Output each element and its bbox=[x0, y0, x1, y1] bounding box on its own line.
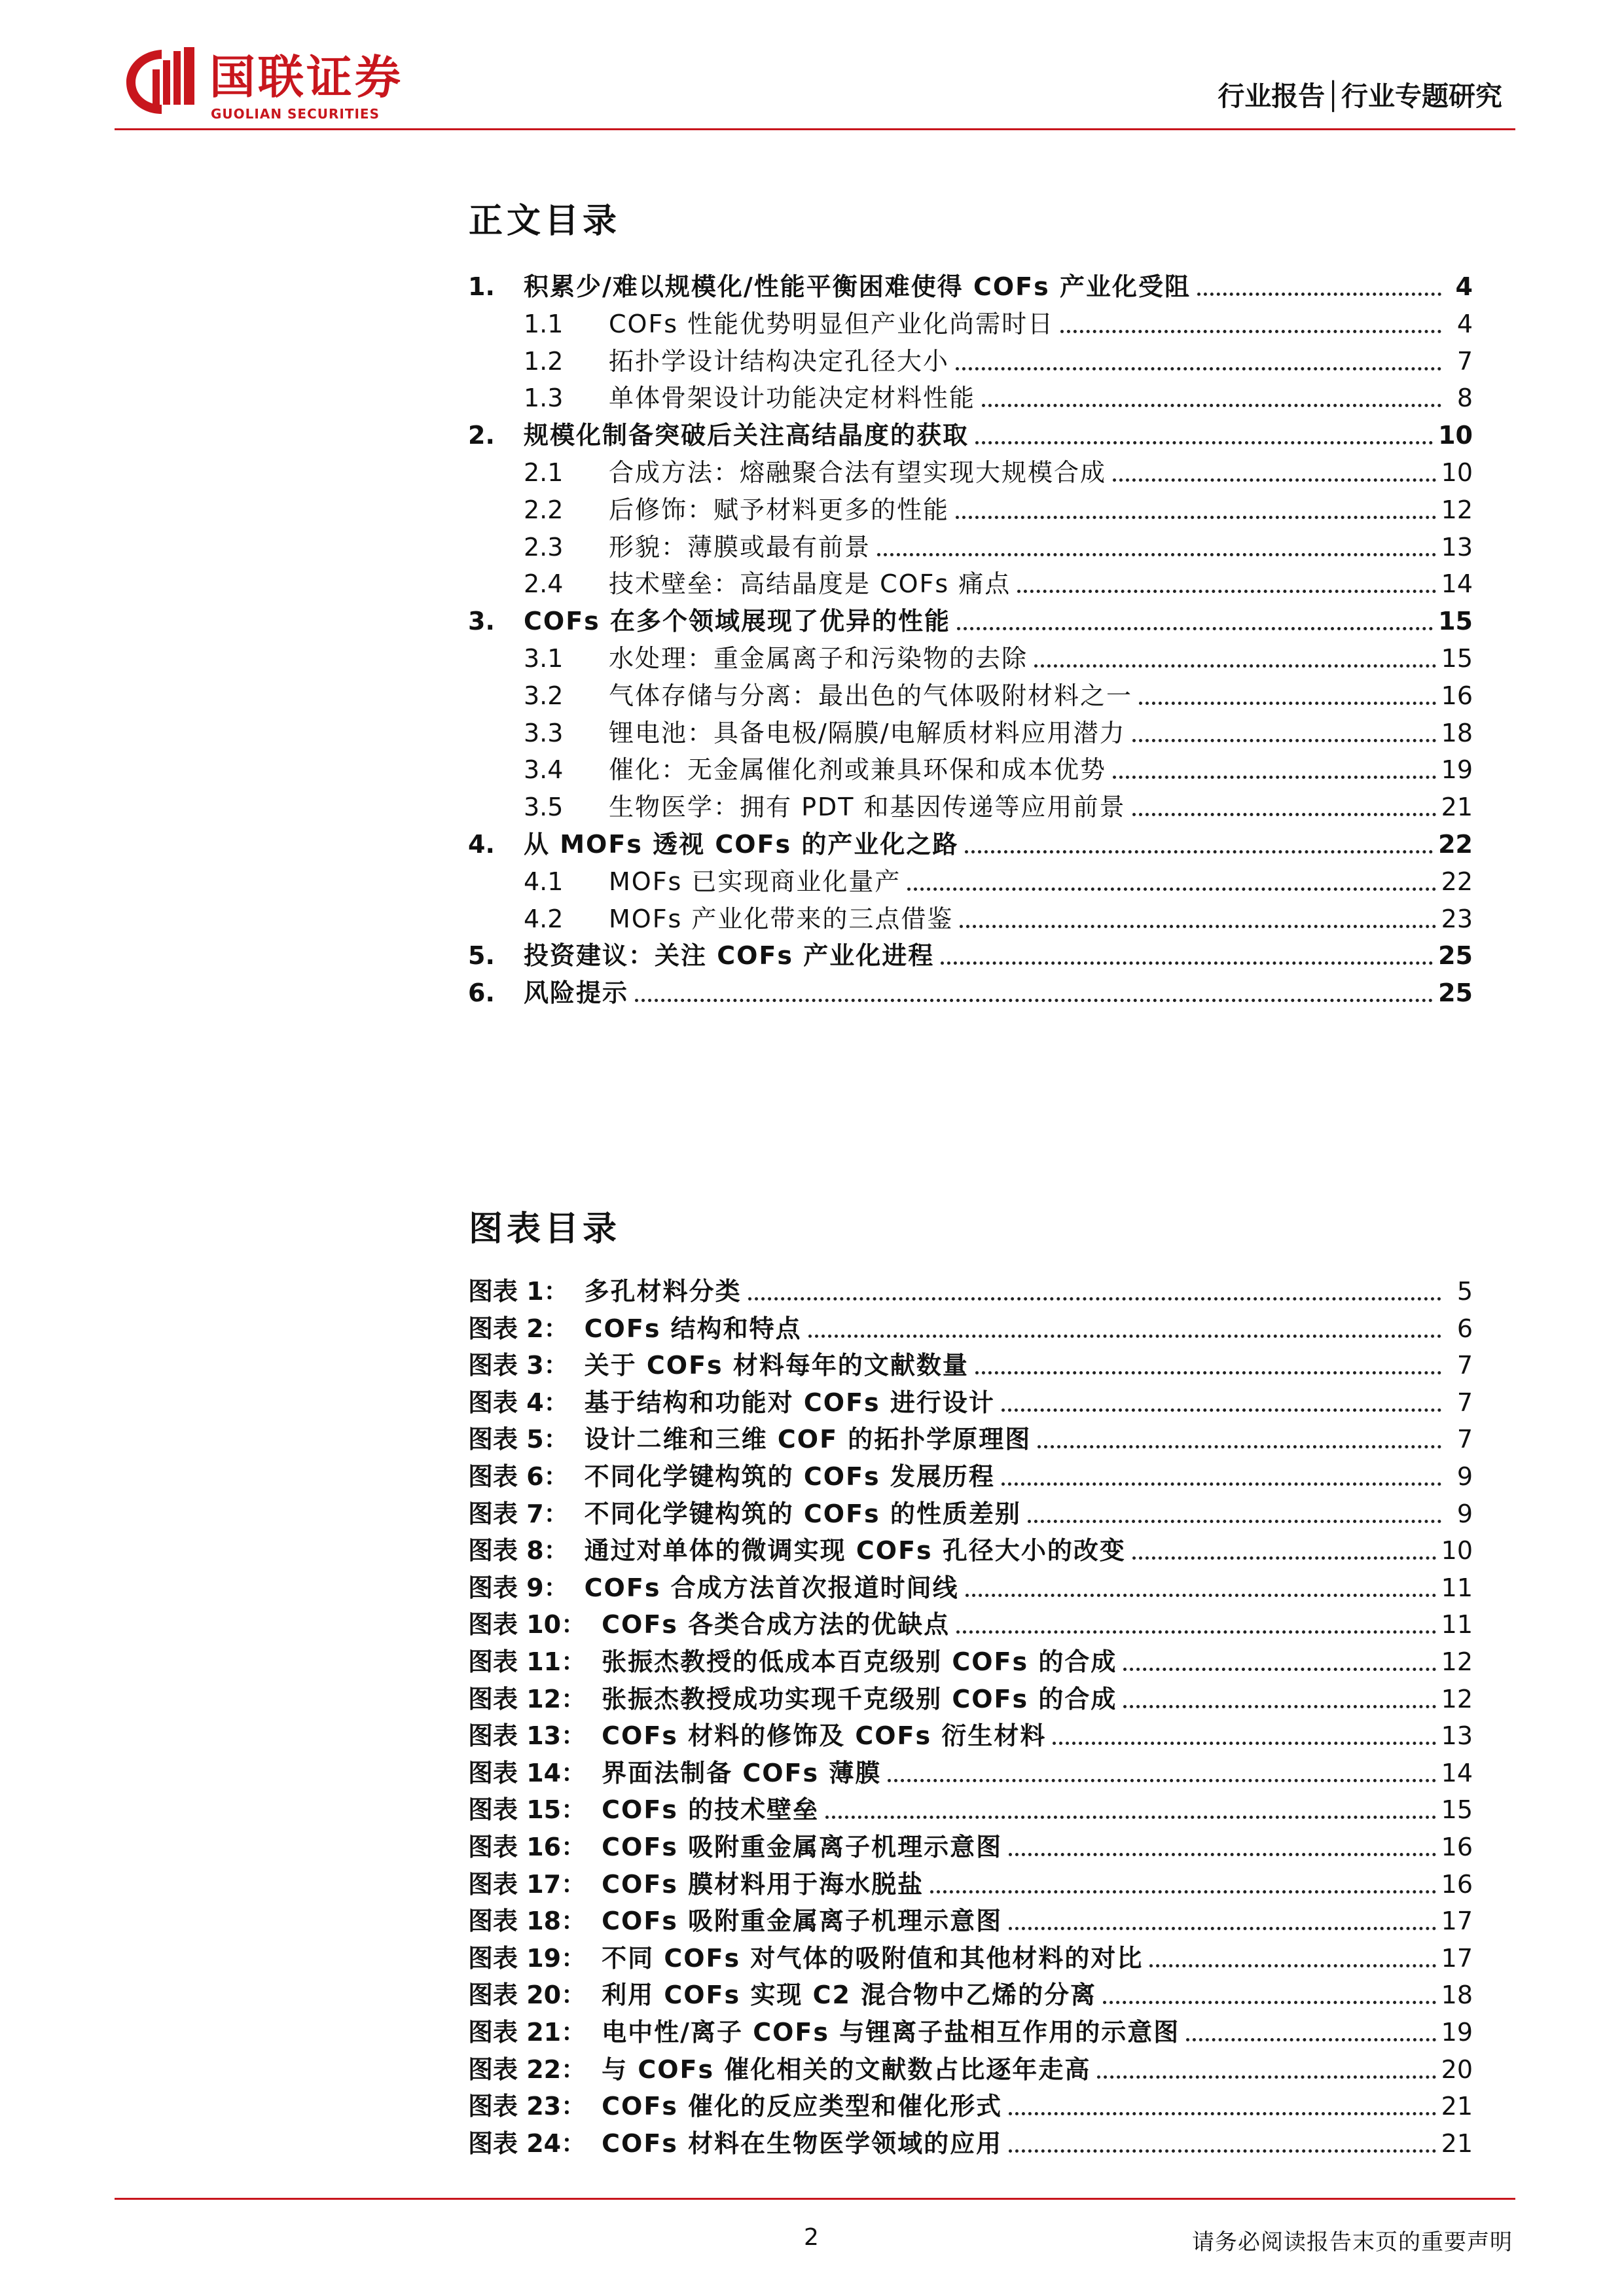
figure-number: 图表 19： bbox=[468, 1943, 586, 1973]
dot-leader bbox=[941, 961, 1433, 965]
page-ref: 23 bbox=[1441, 904, 1473, 933]
page-ref: 12 bbox=[1441, 1647, 1473, 1676]
toc-entry[interactable] bbox=[468, 454, 1473, 491]
figure-number: 图表 20： bbox=[468, 1981, 586, 2010]
figure-list-entry[interactable] bbox=[468, 2051, 1473, 2088]
figure-number: 图表 15： bbox=[468, 1795, 586, 1825]
figure-number: 图表 14： bbox=[468, 1758, 586, 1787]
toc-entry[interactable] bbox=[468, 306, 1473, 342]
figure-number: 图表 4： bbox=[468, 1388, 569, 1417]
dot-leader bbox=[956, 367, 1441, 370]
page-ref: 11 bbox=[1441, 1573, 1473, 1602]
toc-entry[interactable] bbox=[468, 715, 1473, 751]
figure-list-entry[interactable] bbox=[468, 2088, 1473, 2125]
toc-entry[interactable] bbox=[468, 565, 1473, 602]
dot-leader bbox=[957, 627, 1433, 630]
page-ref: 10 bbox=[1441, 1536, 1473, 1566]
figure-number: 图表 16： bbox=[468, 1833, 586, 1861]
section-title: 投资建议：关注 COFs 产业化进程 bbox=[524, 941, 935, 971]
section-number: 3.4 bbox=[524, 755, 564, 785]
section-title: 催化：无金属催化剂或兼具环保和成本优势 bbox=[609, 755, 1107, 785]
section-number: 6. bbox=[468, 978, 495, 1008]
page-ref: 14 bbox=[1441, 569, 1473, 599]
figure-number: 图表 8： bbox=[468, 1536, 569, 1566]
figure-list-entry[interactable] bbox=[468, 1866, 1473, 1903]
figure-title: COFs 吸附重金属离子机理示意图 bbox=[602, 1907, 1003, 1936]
toc-entry[interactable] bbox=[468, 417, 1473, 454]
page-ref: 21 bbox=[1441, 2092, 1473, 2121]
page-ref: 15 bbox=[1441, 644, 1473, 673]
figure-title: COFs 结构和特点 bbox=[584, 1314, 802, 1343]
figure-number: 图表 13： bbox=[468, 1721, 586, 1751]
section-title: 规模化制备突破后关注高结晶度的获取 bbox=[524, 421, 969, 450]
figure-title: COFs 膜材料用于海水脱盐 bbox=[602, 1869, 924, 1899]
page-ref: 13 bbox=[1441, 532, 1473, 562]
toc-entry[interactable] bbox=[468, 492, 1473, 528]
dot-leader bbox=[982, 404, 1441, 407]
section-number: 3.5 bbox=[524, 793, 564, 822]
figure-title: 不同化学键构筑的 COFs 的性质差别 bbox=[584, 1499, 1021, 1528]
figure-title: 不同化学键构筑的 COFs 发展历程 bbox=[584, 1462, 995, 1491]
dot-leader bbox=[975, 441, 1433, 444]
page-ref: 17 bbox=[1441, 1943, 1473, 1973]
figure-list-entry[interactable] bbox=[468, 1273, 1473, 1310]
section-number: 3.1 bbox=[524, 644, 564, 673]
section-title: MOFs 产业化带来的三点借鉴 bbox=[609, 904, 954, 933]
report-type-label: 行业报告│行业专题研究 bbox=[1218, 81, 1502, 112]
page-ref: 10 bbox=[1441, 458, 1473, 487]
section-number: 1.3 bbox=[524, 384, 564, 413]
page-ref: 13 bbox=[1441, 1721, 1473, 1751]
dot-leader bbox=[1009, 2112, 1436, 2115]
figure-title: COFs 催化的反应类型和催化形式 bbox=[602, 2092, 1003, 2121]
page-ref: 4 bbox=[1455, 272, 1473, 301]
figure-title: COFs 材料的修饰及 COFs 衍生材料 bbox=[602, 1721, 1047, 1751]
section-number: 2.1 bbox=[524, 458, 564, 487]
figure-title: 张振杰教授成功实现千克级别 COFs 的合成 bbox=[602, 1684, 1117, 1713]
page-ref: 8 bbox=[1456, 384, 1473, 413]
page-ref: 7 bbox=[1456, 1425, 1473, 1454]
figure-title: 不同 COFs 对气体的吸附值和其他材料的对比 bbox=[602, 1943, 1144, 1973]
figure-number: 图表 21： bbox=[468, 2018, 586, 2047]
figure-list-entry[interactable] bbox=[468, 1717, 1473, 1754]
page-ref: 21 bbox=[1441, 793, 1473, 822]
section-title: MOFs 已实现商业化量产 bbox=[609, 867, 901, 896]
section-title: 积累少/难以规模化/性能平衡困难使得 COFs 产业化受阻 bbox=[524, 272, 1191, 301]
dot-leader bbox=[1017, 590, 1435, 593]
figure-number: 图表 22： bbox=[468, 2054, 586, 2084]
section-number: 4.1 bbox=[524, 867, 564, 896]
page-ref: 17 bbox=[1441, 1907, 1473, 1936]
toc-entry[interactable] bbox=[468, 789, 1473, 825]
section-number: 2.2 bbox=[524, 495, 564, 524]
page-ref: 20 bbox=[1441, 2054, 1473, 2084]
dot-leader bbox=[907, 888, 1435, 891]
dot-leader bbox=[1113, 776, 1436, 779]
dot-leader bbox=[1060, 330, 1441, 333]
figure-number: 图表 10： bbox=[468, 1610, 586, 1640]
section-title: 锂电池：具备电极/隔膜/电解质材料应用潜力 bbox=[609, 718, 1126, 747]
dot-leader bbox=[825, 1816, 1436, 1819]
figure-title: 基于结构和功能对 COFs 进行设计 bbox=[584, 1388, 995, 1417]
figure-number: 图表 12： bbox=[468, 1684, 586, 1713]
dot-leader bbox=[1009, 1853, 1436, 1856]
page-ref: 7 bbox=[1456, 1388, 1473, 1417]
page-ref: 5 bbox=[1456, 1277, 1473, 1306]
section-title: 单体骨架设计功能决定材料性能 bbox=[609, 384, 976, 413]
toc-entry[interactable] bbox=[468, 826, 1473, 863]
figure-list-entry[interactable] bbox=[468, 1421, 1473, 1458]
toc-entry[interactable] bbox=[468, 268, 1473, 305]
dot-leader bbox=[965, 850, 1433, 853]
section-title: 拓扑学设计结构决定孔径大小 bbox=[609, 346, 950, 376]
header-divider bbox=[115, 128, 1515, 130]
dot-leader bbox=[1197, 293, 1441, 296]
page-ref: 15 bbox=[1438, 607, 1473, 636]
logo-text-cn: 国联证券 bbox=[209, 50, 403, 104]
page-ref: 21 bbox=[1441, 2128, 1473, 2158]
toc-entry[interactable] bbox=[468, 975, 1473, 1011]
section-title: 气体存储与分离：最出色的气体吸附材料之一 bbox=[609, 681, 1133, 710]
dot-leader bbox=[877, 553, 1436, 556]
figure-number: 图表 23： bbox=[468, 2092, 586, 2121]
dot-leader bbox=[1001, 1482, 1441, 1486]
page-ref: 9 bbox=[1456, 1462, 1473, 1491]
logo-text-en: GUOLIAN SECURITIES bbox=[211, 106, 380, 122]
dot-leader bbox=[1132, 813, 1436, 816]
dot-leader bbox=[748, 1297, 1441, 1300]
figure-list-entry[interactable] bbox=[468, 1681, 1473, 1717]
figure-title: 利用 COFs 实现 C2 混合物中乙烯的分离 bbox=[602, 1981, 1097, 2010]
section-title: 后修饰：赋予材料更多的性能 bbox=[609, 495, 950, 524]
page-ref: 14 bbox=[1441, 1758, 1473, 1787]
section-number: 3. bbox=[468, 607, 495, 636]
figure-list-entry[interactable] bbox=[468, 2125, 1473, 2162]
dot-leader bbox=[956, 1630, 1436, 1634]
dot-leader bbox=[1009, 1927, 1436, 1930]
figure-number: 图表 18： bbox=[468, 1907, 586, 1936]
page-ref: 12 bbox=[1441, 495, 1473, 524]
section-number: 4. bbox=[468, 830, 495, 859]
page-ref: 25 bbox=[1438, 941, 1473, 971]
dot-leader bbox=[1186, 2038, 1435, 2041]
page-ref: 11 bbox=[1441, 1610, 1473, 1640]
section-number: 2.3 bbox=[524, 532, 564, 562]
dot-leader bbox=[1097, 2075, 1435, 2079]
figure-number: 图表 6： bbox=[468, 1462, 569, 1491]
dot-leader bbox=[1009, 2149, 1436, 2153]
dot-leader bbox=[1123, 1705, 1435, 1708]
section-number: 5. bbox=[468, 941, 495, 971]
toc-entry[interactable] bbox=[468, 901, 1473, 937]
figure-list-entry[interactable] bbox=[468, 1532, 1473, 1569]
page-ref: 16 bbox=[1441, 681, 1473, 710]
toc-entry[interactable] bbox=[468, 529, 1473, 565]
section-title: 风险提示 bbox=[524, 978, 629, 1008]
page-ref: 16 bbox=[1441, 1869, 1473, 1899]
figure-list-entry[interactable] bbox=[468, 1643, 1473, 1680]
page-ref: 22 bbox=[1438, 830, 1473, 859]
figure-list-entry[interactable] bbox=[468, 1310, 1473, 1347]
figure-number: 图表 1： bbox=[468, 1277, 569, 1306]
dot-leader bbox=[1001, 1408, 1441, 1412]
section-number: 2.4 bbox=[524, 569, 564, 599]
dot-leader bbox=[1034, 664, 1436, 668]
toc-entry[interactable] bbox=[468, 343, 1473, 380]
section-title: 合成方法：熔融聚合法有望实现大规模合成 bbox=[609, 458, 1107, 487]
toc-entry[interactable] bbox=[468, 603, 1473, 639]
page-ref: 22 bbox=[1441, 867, 1473, 896]
dot-leader bbox=[1028, 1520, 1441, 1523]
section-number: 1.2 bbox=[524, 346, 564, 376]
dot-leader bbox=[1113, 478, 1436, 482]
page-ref: 18 bbox=[1441, 718, 1473, 747]
page-ref: 12 bbox=[1441, 1684, 1473, 1713]
figure-number: 图表 7： bbox=[468, 1499, 569, 1528]
dot-leader bbox=[1132, 1556, 1436, 1560]
dot-leader bbox=[1053, 1742, 1435, 1745]
figure-title: COFs 合成方法首次报道时间线 bbox=[584, 1573, 959, 1602]
toc-entry[interactable] bbox=[468, 677, 1473, 714]
page-ref: 16 bbox=[1441, 1833, 1473, 1861]
toc-entry[interactable] bbox=[468, 380, 1473, 416]
figure-list-entry[interactable] bbox=[468, 1458, 1473, 1495]
section-number: 4.2 bbox=[524, 904, 564, 933]
figure-list-entry[interactable] bbox=[468, 1940, 1473, 1977]
figure-title: COFs 吸附重金属离子机理示意图 bbox=[602, 1833, 1003, 1861]
dot-leader bbox=[1103, 2001, 1436, 2004]
dot-leader bbox=[1139, 702, 1436, 705]
figure-title: COFs 各类合成方法的优缺点 bbox=[602, 1610, 950, 1640]
dot-leader bbox=[635, 999, 1433, 1002]
figure-number: 图表 11： bbox=[468, 1647, 586, 1676]
dot-leader bbox=[965, 1594, 1436, 1597]
figure-list-entry[interactable] bbox=[468, 1347, 1473, 1384]
section-title: 形貌：薄膜或最有前景 bbox=[609, 532, 871, 562]
section-title: 从 MOFs 透视 COFs 的产业化之路 bbox=[524, 830, 959, 859]
page-ref: 18 bbox=[1441, 1981, 1473, 2010]
section-title: 技术壁垒：高结晶度是 COFs 痛点 bbox=[609, 569, 1011, 599]
figure-title: COFs 的技术壁垒 bbox=[602, 1795, 820, 1825]
dot-leader bbox=[1149, 1964, 1435, 1967]
page-ref: 7 bbox=[1456, 1351, 1473, 1380]
page-ref: 25 bbox=[1438, 978, 1473, 1008]
figure-title: 张振杰教授的低成本百克级别 COFs 的合成 bbox=[602, 1647, 1117, 1676]
figure-number: 图表 17： bbox=[468, 1869, 586, 1899]
figure-title: 关于 COFs 材料每年的文献数量 bbox=[584, 1351, 969, 1380]
figure-list-heading: 图表目录 bbox=[469, 1210, 621, 1249]
page-ref: 10 bbox=[1438, 421, 1473, 450]
dot-leader bbox=[888, 1779, 1435, 1782]
figure-list-entry[interactable] bbox=[468, 1755, 1473, 1791]
dot-leader bbox=[1038, 1445, 1441, 1448]
toc-entry[interactable] bbox=[468, 937, 1473, 974]
page-ref: 7 bbox=[1456, 346, 1473, 376]
section-number: 1. bbox=[468, 272, 495, 301]
figure-number: 图表 9： bbox=[468, 1573, 569, 1602]
disclaimer-note: 请务必阅读报告末页的重要声明 bbox=[1192, 2229, 1513, 2255]
figure-title: 多孔材料分类 bbox=[584, 1277, 742, 1306]
figure-list-entry[interactable] bbox=[468, 1384, 1473, 1421]
dot-leader bbox=[1132, 739, 1436, 742]
figure-number: 图表 5： bbox=[468, 1425, 569, 1454]
figure-list-entry[interactable] bbox=[468, 1903, 1473, 1939]
section-number: 2. bbox=[468, 421, 495, 450]
figure-list-entry[interactable] bbox=[468, 1977, 1473, 2013]
figure-number: 图表 24： bbox=[468, 2128, 586, 2158]
section-number: 1.1 bbox=[524, 309, 564, 338]
dot-leader bbox=[808, 1335, 1441, 1338]
section-title: 水处理：重金属离子和污染物的去除 bbox=[609, 644, 1028, 673]
toc-entry[interactable] bbox=[468, 863, 1473, 900]
figure-title: COFs 材料在生物医学领域的应用 bbox=[602, 2128, 1003, 2158]
figure-list-entry[interactable] bbox=[468, 1606, 1473, 1643]
section-title: 生物医学：拥有 PDT 和基因传递等应用前景 bbox=[609, 793, 1126, 822]
section-number: 3.2 bbox=[524, 681, 564, 710]
figure-title: 通过对单体的微调实现 COFs 孔径大小的改变 bbox=[584, 1536, 1126, 1566]
toc-entry[interactable] bbox=[468, 640, 1473, 677]
page-ref: 19 bbox=[1441, 2018, 1473, 2047]
page-header bbox=[115, 33, 1515, 131]
guolian-logo-icon bbox=[121, 45, 200, 117]
figure-title: 与 COFs 催化相关的文献数占比逐年走高 bbox=[602, 2054, 1091, 2084]
section-title: COFs 性能优势明显但产业化尚需时日 bbox=[609, 309, 1055, 338]
page-ref: 19 bbox=[1441, 755, 1473, 785]
page-ref: 4 bbox=[1456, 309, 1473, 338]
figure-list-entry[interactable] bbox=[468, 1570, 1473, 1606]
section-number: 3.3 bbox=[524, 718, 564, 747]
page-number: 2 bbox=[804, 2224, 819, 2251]
figure-number: 图表 2： bbox=[468, 1314, 569, 1343]
figure-list-entry[interactable] bbox=[468, 1791, 1473, 1828]
toc-entry[interactable] bbox=[468, 751, 1473, 788]
page-ref: 6 bbox=[1456, 1314, 1473, 1343]
figure-list-entry[interactable] bbox=[468, 2014, 1473, 2051]
toc-heading: 正文目录 bbox=[469, 202, 621, 241]
dot-leader bbox=[956, 516, 1436, 519]
figure-list-entry[interactable] bbox=[468, 1496, 1473, 1532]
figure-number: 图表 3： bbox=[468, 1351, 569, 1380]
page-ref: 9 bbox=[1456, 1499, 1473, 1528]
dot-leader bbox=[960, 925, 1435, 928]
footer-divider bbox=[115, 2198, 1515, 2200]
section-title: COFs 在多个领域展现了优异的性能 bbox=[524, 607, 950, 636]
figure-title: 设计二维和三维 COF 的拓扑学原理图 bbox=[584, 1425, 1032, 1454]
figure-title: 电中性/离子 COFs 与锂离子盐相互作用的示意图 bbox=[602, 2018, 1180, 2047]
figure-title: 界面法制备 COFs 薄膜 bbox=[602, 1758, 882, 1787]
page-ref: 15 bbox=[1441, 1795, 1473, 1825]
figure-list-entry[interactable] bbox=[468, 1829, 1473, 1865]
dot-leader bbox=[930, 1890, 1436, 1893]
dot-leader bbox=[1123, 1668, 1435, 1671]
dot-leader bbox=[975, 1371, 1441, 1374]
